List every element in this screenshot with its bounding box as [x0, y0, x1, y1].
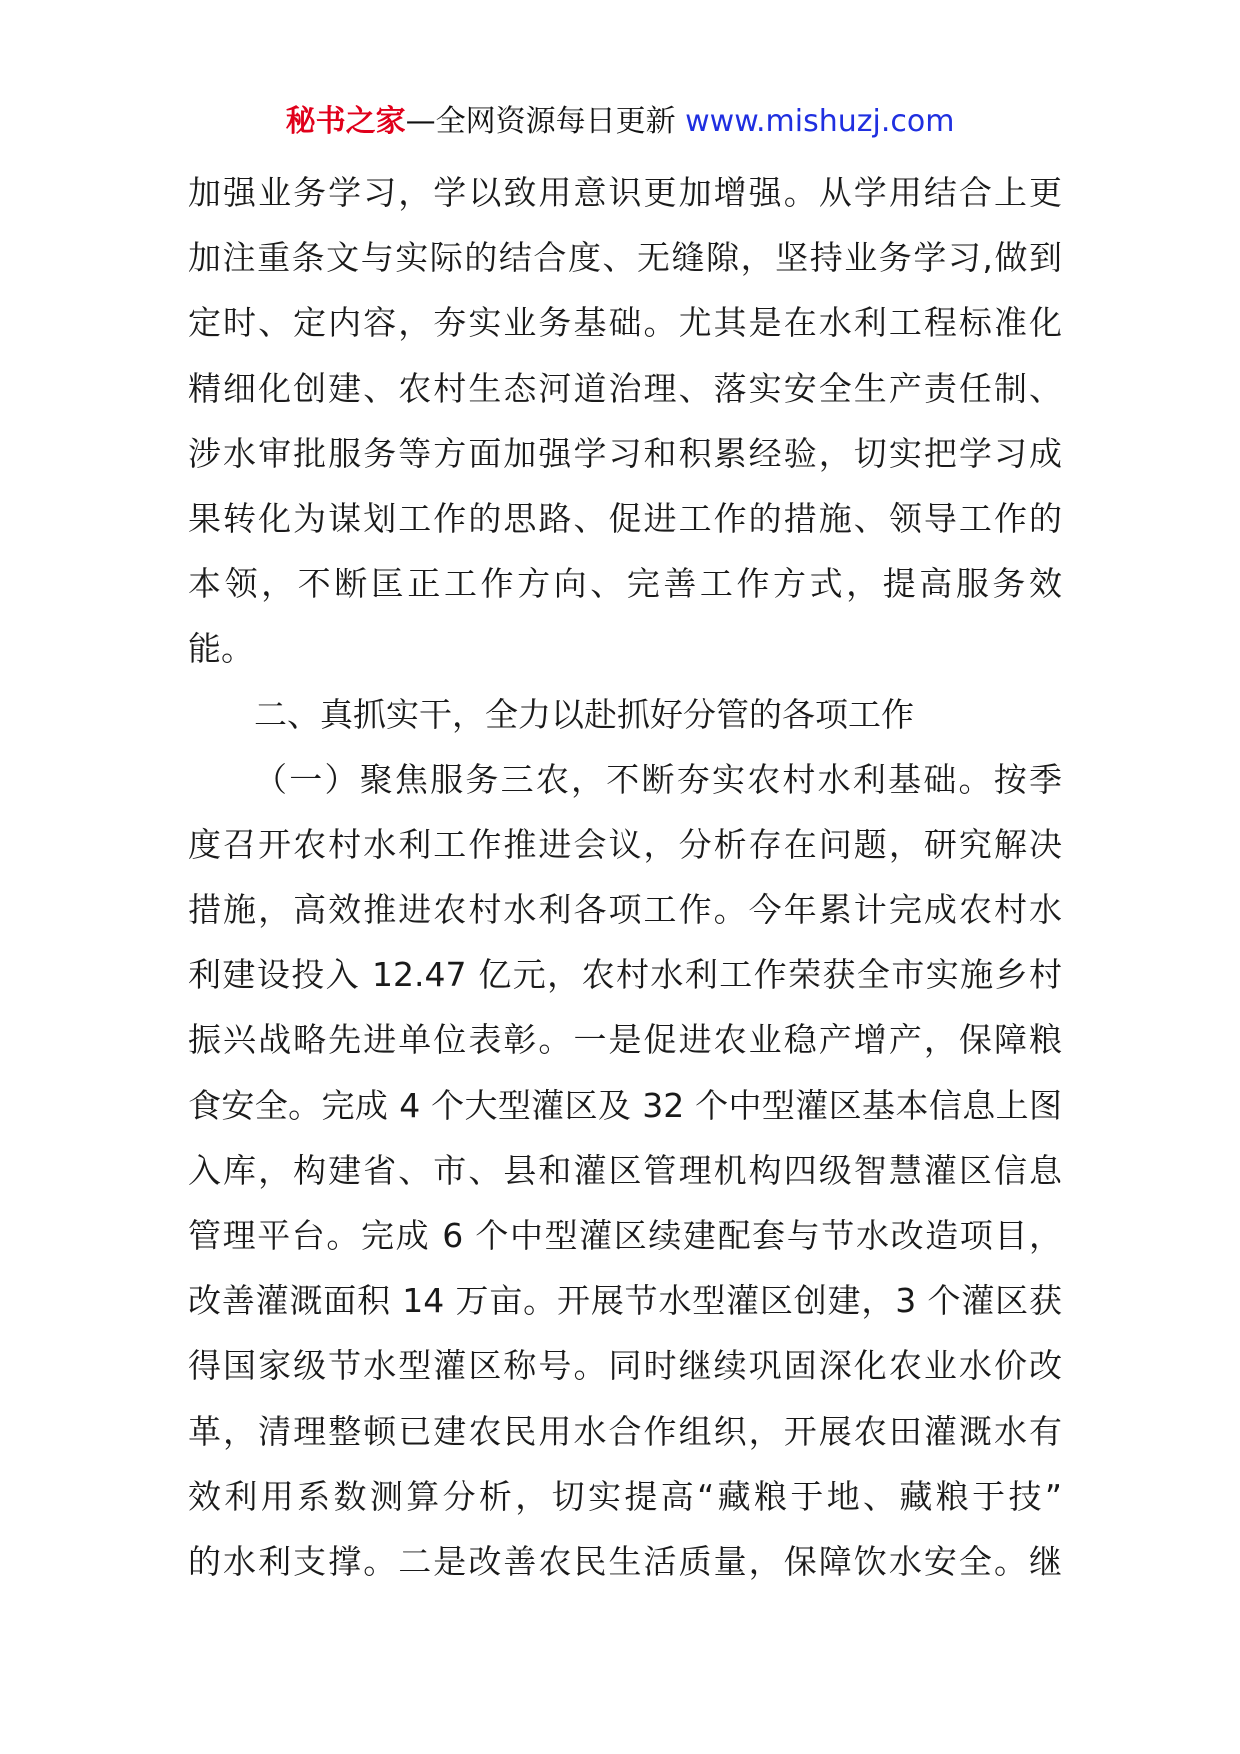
text-line: 本领，不断匡正工作方向、完善工作方式，提高服务效 — [188, 564, 1062, 604]
text-line: 能。 — [188, 629, 254, 669]
section-heading: 二、真抓实干，全力以赴抓好分管的各项工作 — [254, 694, 914, 734]
text-line: 入库，构建省、市、县和灌区管理机构四级智慧灌区信息 — [188, 1150, 1062, 1190]
text-line: 加注重条文与实际的结合度、无缝隙，坚持业务学习,做到 — [188, 238, 1062, 278]
site-slogan: —全网资源每日更新 — [405, 104, 686, 139]
text-line: 定时、定内容，夯实业务基础。尤其是在水利工程标准化 — [188, 303, 1062, 343]
text-line: 效利用系数测算分析，切实提高“藏粮于地、藏粮于技” — [188, 1476, 1062, 1516]
text-line: 管理平台。完成 6 个中型灌区续建配套与节水改造项目， — [188, 1216, 1062, 1255]
text-line: 涉水审批服务等方面加强学习和积累经验，切实把学习成 — [188, 433, 1062, 473]
document-body — [188, 160, 1062, 1594]
site-url-link[interactable]: www.mishuzj.com — [685, 104, 955, 139]
text-line: 得国家级节水型灌区称号。同时继续巩固深化农业水价改 — [188, 1346, 1062, 1386]
text-line: 食安全。完成 4 个大型灌区及 32 个中型灌区基本信息上图 — [188, 1085, 1062, 1125]
text-line: 改善灌溉面积 14 万亩。开展节水型灌区创建，3 个灌区获 — [188, 1281, 1062, 1321]
page-header — [0, 102, 1240, 142]
text-line: 措施，高效推进农村水利各项工作。今年累计完成农村水 — [188, 890, 1062, 930]
text-line: 利建设投入 12.47 亿元，农村水利工作荣获全市实施乡村 — [188, 955, 1062, 995]
text-line: 加强业务学习，学以致用意识更加增强。从学用结合上更 — [188, 173, 1062, 212]
site-name: 秘书之家 — [285, 104, 406, 139]
text-line: （一）聚焦服务三农，不断夯实农村水利基础。按季 — [254, 759, 1062, 799]
text-line: 果转化为谋划工作的思路、促进工作的措施、领导工作的 — [188, 498, 1062, 538]
text-line: 革，清理整顿已建农民用水合作组织，开展农田灌溉水有 — [188, 1411, 1062, 1451]
text-line: 度召开农村水利工作推进会议，分析存在问题，研究解决 — [188, 824, 1062, 864]
text-line: 振兴战略先进单位表彰。一是促进农业稳产增产，保障粮 — [188, 1020, 1062, 1060]
text-line: 精细化创建、农村生态河道治理、落实安全生产责任制、 — [188, 368, 1062, 408]
text-line: 的水利支撑。二是改善农民生活质量，保障饮水安全。继 — [188, 1541, 1062, 1581]
